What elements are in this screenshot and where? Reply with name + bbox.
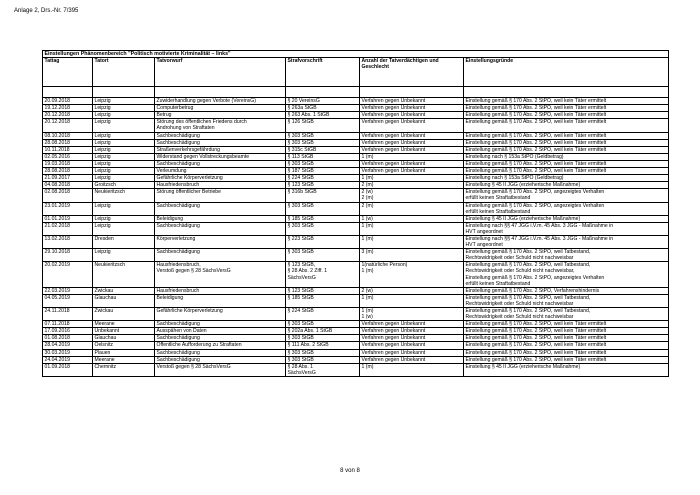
column-header-einstellungsgruende: Einstellungsgründe	[464, 58, 669, 87]
cell-tatvorwurf: Widerstand gegen Vollstreckungsbeamte	[155, 153, 286, 160]
cell-tatverdaechtige: 1(natürliche Person) 1 (m)	[360, 262, 464, 287]
table-row	[43, 363, 669, 376]
cell-strafvorschrift: § 263 Abs. 1 StGB	[286, 112, 360, 119]
cell-strafvorschrift: § 316b StGB	[286, 189, 360, 202]
cell-tatort: Leipzig	[93, 153, 155, 160]
cell-einstellungsgruende: Einstellung gemäß § 170 Abs. 2 StPO, weil kein Täter ermittelt	[464, 139, 669, 146]
cell-tatvorwurf: Sachbeschädigung	[155, 222, 286, 235]
cell-einstellungsgruende: Einstellung gemäß § 170 Abs. 2 StPO, weil kein Täter ermittelt	[464, 356, 669, 363]
cell-tatvorwurf: Gefährliche Körperverletzung	[155, 175, 286, 182]
cell-tatort: Leipzig	[93, 175, 155, 182]
cell-strafvorschrift: § 20 VereinsG	[286, 98, 360, 105]
cell-tatvorwurf: Sachbeschädigung	[155, 356, 286, 363]
cell-tattag: 17.09.2016	[43, 328, 93, 335]
cell-tatort: Groitzsch	[93, 182, 155, 189]
table-row	[43, 146, 669, 153]
cell-tatverdaechtige: Verfahren gegen Unbekannt	[360, 139, 464, 146]
cell-einstellungsgruende: Einstellung gemäß § 170 Abs. 2 StPO, weil kein Täter ermittelt	[464, 335, 669, 342]
cell-strafvorschrift: § 185 StGB	[286, 215, 360, 222]
cell-einstellungsgruende: Einstellung gemäß § 170 Abs. 2 StPO, weil kein Täter ermittelt	[464, 146, 669, 153]
cell-tatvorwurf: Ausspähen von Daten	[155, 328, 286, 335]
table-row	[43, 287, 669, 294]
cell-tatverdaechtige: Verfahren gegen Unbekannt	[360, 356, 464, 363]
cell-tatverdaechtige: 1 (m)	[360, 363, 464, 376]
table-row	[43, 160, 669, 167]
cell-tatvorwurf: Beleidigung	[155, 215, 286, 222]
cell-tatvorwurf: Sachbeschädigung	[155, 132, 286, 139]
cell-tatvorwurf: Gefährliche Körperverletzung	[155, 308, 286, 321]
cell-tatverdaechtige: Verfahren gegen Unbekannt	[360, 105, 464, 112]
cell-tatvorwurf: Beleidigung	[155, 294, 286, 307]
cell-tattag: 24.04.2019	[43, 356, 93, 363]
cell-strafvorschrift: § 303 StGB	[286, 139, 360, 146]
table-row	[43, 342, 669, 349]
cell-strafvorschrift: § 202a Abs. 1 StGB	[286, 328, 360, 335]
cell-einstellungsgruende: Einstellung § 45 II JGG (erzieherische Maßnahme)	[464, 182, 669, 189]
cell-tatvorwurf: Straßenverkehrsgefährdung	[155, 146, 286, 153]
cell-einstellungsgruende: Einstellung gemäß § 170 Abs. 2 StPO, weil kein Täter ermittelt	[464, 168, 669, 175]
cell-einstellungsgruende: Einstellung gemäß § 170 Abs. 2 StPO, weil kein Täter ermittelt	[464, 349, 669, 356]
cell-tattag: 28.04.2019	[43, 342, 93, 349]
cell-tatort: Chemnitz	[93, 363, 155, 376]
cell-tatverdaechtige: 1 (m) 1 (w)	[360, 308, 464, 321]
cell-tattag: 04.05.2019	[43, 294, 93, 307]
cell-einstellungsgruende: Einstellung gemäß § 170 Abs. 2 StPO, weil kein Täter ermittelt	[464, 328, 669, 335]
cell-tatort: Leipzig	[93, 112, 155, 119]
cell-einstellungsgruende: Einstellung nach §§ 47 JGG i.V.m. 45 Abs. 3 JGG - Maßnahme in HVT angeordnet	[464, 222, 669, 235]
cell-tatverdaechtige: 1 (m)	[360, 175, 464, 182]
cell-tatvorwurf: Sachbeschädigung	[155, 202, 286, 215]
cell-tatvorwurf: Störung des öffentlichen Friedens durch Androhung von Straftaten	[155, 119, 286, 132]
cell-tatverdaechtige: 1 (m)	[360, 153, 464, 160]
table-row	[43, 335, 669, 342]
document-header: Anlage 2, Drs.-Nr. 7/395	[14, 8, 79, 14]
column-header-tatverdaechtige: Anzahl der Tatverdächtigen und Geschlecht	[360, 58, 464, 87]
cell-tatvorwurf: Sachbeschädigung	[155, 321, 286, 328]
cell-tattag: 04.08.2018	[43, 182, 93, 189]
cell-tatort: Zwickau	[93, 308, 155, 321]
cell-strafvorschrift: § 123 StGB	[286, 182, 360, 189]
cell-tatort: Plauen	[93, 349, 155, 356]
cell-tatort: Leipzig	[93, 139, 155, 146]
cell-tattag: 08.10.2018	[43, 132, 93, 139]
cell-tatort: Leipzig	[93, 222, 155, 235]
cell-strafvorschrift: § 303 StGB	[286, 160, 360, 167]
cell-tattag: 01.09.2018	[43, 363, 93, 376]
table-row	[43, 175, 669, 182]
cell-tatvorwurf: Sachbeschädigung	[155, 335, 286, 342]
cell-tattag: 01.08.2018	[43, 335, 93, 342]
cell-tatverdaechtige: Verfahren gegen Unbekannt	[360, 132, 464, 139]
cell-strafvorschrift: § 126 StGB	[286, 119, 360, 132]
cell-tatort: Leipzig	[93, 249, 155, 262]
table-row	[43, 132, 669, 139]
table-row	[43, 249, 669, 262]
cell-einstellungsgruende: Einstellung gemäß § 170 Abs. 2 StPO, weil kein Täter ermittelt	[464, 98, 669, 105]
cell-tatort: Neukieritzsch	[93, 262, 155, 287]
cell-tatverdaechtige: 1 (w)	[360, 215, 464, 222]
table-row	[43, 182, 669, 189]
table-row	[43, 189, 669, 202]
cell-tattag: 19.03.2018	[43, 160, 93, 167]
table-row	[43, 139, 669, 146]
cell-strafvorschrift: § 224 StGB	[286, 175, 360, 182]
cell-einstellungsgruende: Einstellung gemäß § 170 Abs. 2 StPO, weil Tatbestand, Rechtswidrigkeit oder Schuld nicht nachweisbar	[464, 308, 669, 321]
cell-tatverdaechtige: Verfahren gegen Unbekannt	[360, 146, 464, 153]
cell-tattag: 21.02.2018	[43, 222, 93, 235]
cell-strafvorschrift: § 113 StGB	[286, 153, 360, 160]
cell-tatverdaechtige: Verfahren gegen Unbekannt	[360, 119, 464, 132]
table-row	[43, 105, 669, 112]
cell-tatverdaechtige: Verfahren gegen Unbekannt	[360, 342, 464, 349]
table-row	[43, 202, 669, 215]
cell-tatort: Leipzig	[93, 105, 155, 112]
cell-tattag: 29.10.2018	[43, 249, 93, 262]
cell-tatverdaechtige: Verfahren gegen Unbekannt	[360, 168, 464, 175]
cell-strafvorschrift: § 185 StGB	[286, 294, 360, 307]
cell-strafvorschrift: § 28 Abs. 1 SächsVersG	[286, 363, 360, 376]
cell-tattag: 23.01.2019	[43, 202, 93, 215]
cell-tatvorwurf: Störung öffentlicher Betriebe	[155, 189, 286, 202]
cell-tattag: 28.08.2018	[43, 168, 93, 175]
cell-strafvorschrift: § 263a StGB	[286, 105, 360, 112]
cell-tattag: 02.05.2016	[43, 153, 93, 160]
table-row	[43, 215, 669, 222]
table-title: Einstellungen Phänomenbereich "Politisch motivierte Kriminalität – links"	[43, 51, 669, 58]
table-row	[43, 308, 669, 321]
cell-tatort: Unbekannt	[93, 328, 155, 335]
column-header-tattag: Tattag	[43, 58, 93, 87]
cell-tatort: Leipzig	[93, 119, 155, 132]
table-row	[43, 112, 669, 119]
cell-einstellungsgruende: Einstellung gemäß § 170 Abs. 2 StPO, Verfahrenshindernis	[464, 287, 669, 294]
cell-tatort: Neukieritzsch	[93, 189, 155, 202]
cell-tatverdaechtige: 2 (w) 2 (m)	[360, 189, 464, 202]
cell-tatort: Leipzig	[93, 215, 155, 222]
cell-strafvorschrift: § 111 Abs. 2 StGB	[286, 342, 360, 349]
cell-tatvorwurf: Sachbeschädigung	[155, 139, 286, 146]
cell-tatverdaechtige: 1 (m)	[360, 222, 464, 235]
cell-einstellungsgruende: Einstellung gemäß § 170 Abs. 2 StPO, weil kein Täter ermittelt	[464, 321, 669, 328]
cell-tattag: 20.12.2018	[43, 119, 93, 132]
cell-tatvorwurf: Körperverletzung	[155, 235, 286, 248]
cell-tattag: 10.11.2018	[43, 146, 93, 153]
cell-tatort: Meerane	[93, 321, 155, 328]
cell-einstellungsgruende: Einstellung gemäß § 170 Abs. 2 StPO, weil kein Täter ermittelt	[464, 342, 669, 349]
cell-einstellungsgruende: Einstellung nach § 153a StPO (Geldbetrag)	[464, 175, 669, 182]
cell-strafvorschrift: § 123 StGB	[286, 287, 360, 294]
cell-tattag: 30.03.2019	[43, 349, 93, 356]
cell-einstellungsgruende: Einstellung gemäß § 170 Abs. 2 StPO, angezeigtes Verhalten erfüllt keinen Straftatbestand	[464, 189, 669, 202]
cell-tatverdaechtige: 1 (m)	[360, 294, 464, 307]
results-table	[42, 50, 669, 377]
cell-strafvorschrift: § 303 StGB	[286, 356, 360, 363]
cell-tattag: 07.11.2018	[43, 321, 93, 328]
cell-tatverdaechtige: 2 (w)	[360, 287, 464, 294]
cell-tatverdaechtige: 2 (m)	[360, 202, 464, 215]
cell-tatverdaechtige: 3 (m)	[360, 249, 464, 262]
column-header-tatort: Tatort	[93, 58, 155, 87]
cell-tatort: Glauchau	[93, 335, 155, 342]
cell-einstellungsgruende: Einstellung § 45 II JGG (erzieherische Maßnahme)	[464, 215, 669, 222]
cell-einstellungsgruende: Einstellung gemäß § 170 Abs. 2 StPO, weil kein Täter ermittelt	[464, 105, 669, 112]
cell-einstellungsgruende: Einstellung gemäß § 170 Abs. 2 StPO, weil Tatbestand, Rechtswidrigkeit oder Schuld nicht nachweisbar, Einstellung gemäß § 170 Abs. 2 StPO, angezeigtes Verhalten erfüllt keinen Straftatbestand	[464, 262, 669, 287]
table-row	[43, 222, 669, 235]
cell-tatvorwurf: Hausfriedensbruch, Verstoß gegen § 28 SächsVersG	[155, 262, 286, 287]
column-header-tatvorwurf: Tatvorwurf	[155, 58, 286, 87]
table-row	[43, 98, 669, 105]
cell-tatort: Oelsnitz	[93, 342, 155, 349]
cell-tattag: 20.12.2018	[43, 112, 93, 119]
cell-tatort: Leipzig	[93, 146, 155, 153]
cell-tatort: Dresden	[93, 235, 155, 248]
cell-strafvorschrift: § 303 StGB	[286, 132, 360, 139]
cell-tatverdaechtige: Verfahren gegen Unbekannt	[360, 98, 464, 105]
cell-tatverdaechtige: Verfahren gegen Unbekannt	[360, 328, 464, 335]
cell-einstellungsgruende: Einstellung nach §§ 47 JGG i.V.m. 45 Abs. 3 JGG - Maßnahme in HVT angeordnet	[464, 235, 669, 248]
table-row	[43, 321, 669, 328]
cell-einstellungsgruende: Einstellung gemäß § 170 Abs. 2 StPO, weil Tatbestand, Rechtswidrigkeit oder Schuld nicht nachweisbar	[464, 249, 669, 262]
table-header-row	[43, 58, 669, 87]
cell-tattag: 22.03.2019	[43, 287, 93, 294]
cell-strafvorschrift: § 315c StGB	[286, 146, 360, 153]
cell-tatvorwurf: Verleumdung	[155, 168, 286, 175]
cell-tattag: 19.12.2018	[43, 105, 93, 112]
table-row	[43, 235, 669, 248]
cell-tatverdaechtige: Verfahren gegen Unbekannt	[360, 112, 464, 119]
cell-tatvorwurf: Verstoß gegen § 28 SächsVersG	[155, 363, 286, 376]
table-row	[43, 168, 669, 175]
cell-tatort: Leipzig	[93, 132, 155, 139]
cell-tattag: 28.08.2018	[43, 139, 93, 146]
cell-tattag: 21.09.2017	[43, 175, 93, 182]
cell-strafvorschrift: § 223 StGB	[286, 235, 360, 248]
cell-einstellungsgruende: Einstellung nach § 153a StPO (Geldbetrag)	[464, 153, 669, 160]
cell-tatverdaechtige: Verfahren gegen Unbekannt	[360, 321, 464, 328]
cell-tattag: 24.11.2018	[43, 308, 93, 321]
cell-tatverdaechtige: Verfahren gegen Unbekannt	[360, 160, 464, 167]
cell-tatvorwurf: Hausfriedensbruch	[155, 287, 286, 294]
cell-tatort: Glauchau	[93, 294, 155, 307]
cell-tatort: Zwickau	[93, 287, 155, 294]
cell-tattag: 01.01.2019	[43, 215, 93, 222]
cell-tatverdaechtige: 1 (m)	[360, 235, 464, 248]
cell-tatvorwurf: Sachbeschädigung	[155, 160, 286, 167]
cell-einstellungsgruende: Einstellung § 45 II JGG (erzieherische Maßnahme)	[464, 363, 669, 376]
cell-strafvorschrift: § 303 StGB	[286, 249, 360, 262]
cell-tattag: 20.02.2019	[43, 262, 93, 287]
cell-einstellungsgruende: Einstellung gemäß § 170 Abs. 2 StPO, weil kein Täter ermittelt	[464, 112, 669, 119]
table-row	[43, 262, 669, 287]
page-number: 8 von 8	[340, 468, 360, 474]
cell-strafvorschrift: § 303 StGB	[286, 349, 360, 356]
cell-strafvorschrift: § 303 StGB	[286, 321, 360, 328]
cell-einstellungsgruende: Einstellung gemäß § 170 Abs. 2 StPO, weil kein Täter ermittelt	[464, 132, 669, 139]
table-row	[43, 328, 669, 335]
cell-tatvorwurf: Computerbetrug	[155, 105, 286, 112]
cell-tattag: 13.02.2018	[43, 235, 93, 248]
cell-tattag: 20.09.2018	[43, 98, 93, 105]
cell-tatvorwurf: Betrug	[155, 112, 286, 119]
cell-einstellungsgruende: Einstellung gemäß § 170 Abs. 2 StPO, weil kein Täter ermittelt	[464, 119, 669, 132]
cell-tattag: 02.08.2018	[43, 189, 93, 202]
cell-strafvorschrift: § 187 StGB	[286, 168, 360, 175]
cell-strafvorschrift: § 303 StGB	[286, 335, 360, 342]
cell-tatverdaechtige: 2 (m)	[360, 182, 464, 189]
results-table-container	[42, 50, 668, 377]
cell-tatvorwurf: Zuwiderhandlung gegen Verbote (VereinsG)	[155, 98, 286, 105]
table-row	[43, 119, 669, 132]
cell-strafvorschrift: § 224 StGB	[286, 308, 360, 321]
cell-tatvorwurf: Sachbeschädigung	[155, 249, 286, 262]
cell-tatort: Leipzig	[93, 168, 155, 175]
cell-tatvorwurf: Sachbeschädigung	[155, 349, 286, 356]
cell-tatverdaechtige: Verfahren gegen Unbekannt	[360, 349, 464, 356]
cell-tatort: Meerane	[93, 356, 155, 363]
cell-tatort: Leipzig	[93, 98, 155, 105]
cell-tatvorwurf: Öffentliche Aufforderung zu Straftaten	[155, 342, 286, 349]
cell-einstellungsgruende: Einstellung gemäß § 170 Abs. 2 StPO, angezeigtes Verhalten erfüllt keinen Straftatbestand	[464, 202, 669, 215]
table-spacer-row	[43, 87, 669, 98]
cell-tatvorwurf: Hausfriedensbruch	[155, 182, 286, 189]
cell-einstellungsgruende: Einstellung gemäß § 170 Abs. 2 StPO, weil kein Täter ermittelt	[464, 160, 669, 167]
cell-tatort: Leipzig	[93, 160, 155, 167]
table-row	[43, 294, 669, 307]
table-row	[43, 153, 669, 160]
cell-strafvorschrift: § 303 StGB	[286, 202, 360, 215]
table-row	[43, 356, 669, 363]
table-row	[43, 349, 669, 356]
cell-strafvorschrift: § 123 StGB, § 28 Abs. 2 Ziff. 1 SächsVersG	[286, 262, 360, 287]
cell-tatort: Leipzig	[93, 202, 155, 215]
cell-einstellungsgruende: Einstellung gemäß § 170 Abs. 2 StPO, weil Tatbestand, Rechtswidrigkeit oder Schuld nicht nachweisbar	[464, 294, 669, 307]
cell-tatverdaechtige: Verfahren gegen Unbekannt	[360, 335, 464, 342]
cell-strafvorschrift: § 303 StGB	[286, 222, 360, 235]
column-header-strafvorschrift: Strafvorschrift	[286, 58, 360, 87]
